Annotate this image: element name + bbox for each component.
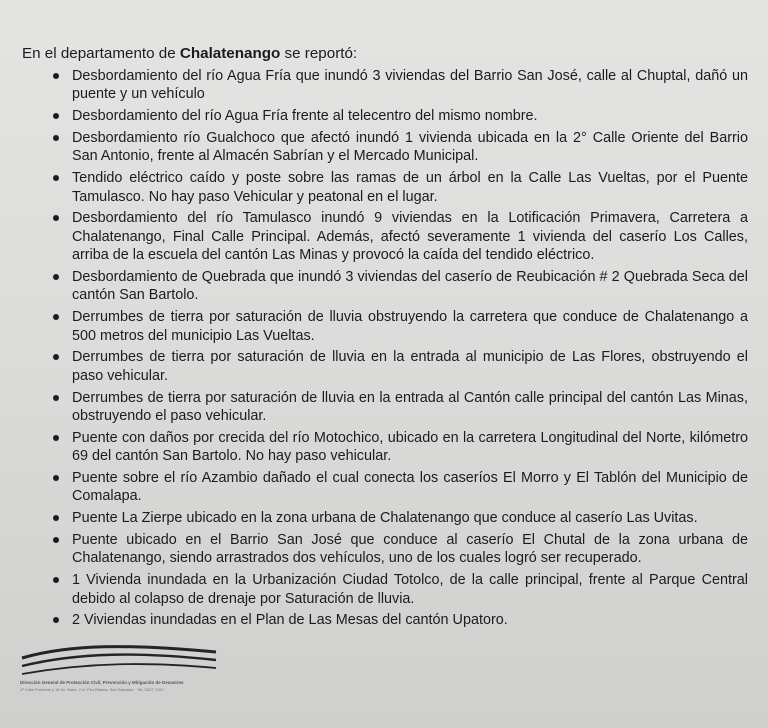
list-item-text: 2 Viviendas inundadas en el Plan de Las Mesas del cantón Upatoro. — [72, 612, 508, 629]
list-item — [72, 268, 748, 305]
list-item-text: Desbordamiento del río Agua Fría frente al telecentro del mismo nombre. — [72, 108, 538, 125]
bullet-icon — [53, 435, 59, 441]
list-item — [72, 611, 748, 629]
list-item-text: Puente sobre el río Azambio dañado el cual conecta los caseríos El Morro y El Tablón del Municipio de Comalapa. — [72, 470, 748, 505]
bullet-icon — [53, 475, 59, 481]
list-item-text: Puente La Zierpe ubicado en la zona urbana de Chalatenango que conduce al caserío Las Uvitas. — [72, 510, 698, 527]
intro-prefix: En el departamento de — [22, 45, 180, 62]
list-item-text: Derrumbes de tierra por saturación de lluvia en la entrada al Cantón calle principal del cantón Las Minas, obstruyendo el paso vehicular. — [72, 389, 748, 425]
list-item — [72, 129, 748, 166]
bullet-icon — [53, 73, 59, 79]
list-item — [72, 531, 748, 568]
wave-lines-logo-icon — [20, 640, 220, 680]
list-item — [72, 169, 748, 206]
list-item — [72, 469, 748, 506]
list-item — [72, 389, 748, 426]
organization-address: 1ª Calle Poniente y 15 Av. Norte, Col. Flor Blanca, San Salvador · Tel. 2527-7100 — [20, 687, 164, 692]
organization-name: Dirección General de Protección Civil, Prevención y Mitigación de Desastres — [20, 680, 184, 685]
intro-suffix: se reportó: — [280, 45, 358, 62]
intro-line — [22, 44, 748, 63]
list-item — [72, 209, 748, 264]
bullet-icon — [53, 135, 59, 141]
list-item-text: Desbordamiento del río Agua Fría que inundó 3 viviendas del Barrio San José, calle al Chuptal, dañó un puente y un vehículo — [72, 68, 748, 103]
bullet-icon — [53, 354, 59, 360]
list-item-text: Desbordamiento río Gualchoco que afectó inundó 1 vivienda ubicada en la 2° Calle Oriente del Barrio San Antonio, frente al Almacén Sabrían y el Mercado Municipal. — [72, 130, 748, 165]
bullet-icon — [53, 537, 59, 543]
list-item — [72, 571, 748, 608]
list-item-text: Derrumbes de tierra por saturación de lluvia en la entrada al municipio de Las Flores, obstruyendo el paso vehicular. — [72, 349, 748, 384]
list-item — [72, 67, 748, 104]
department-name: Chalatenango — [179, 45, 281, 62]
list-item — [72, 107, 748, 125]
bullet-icon — [53, 515, 59, 521]
list-item-text: 1 Vivienda inundada en la Urbanización Ciudad Totolco, de la calle principal, frente al Parque Central debido al colapso de drenaje por Saturación de lluvia. — [72, 572, 748, 607]
list-item — [72, 308, 748, 345]
list-item — [72, 348, 748, 385]
bullet-icon — [53, 314, 59, 320]
list-item-text: Puente con daños por crecida del río Motochico, ubicado en la carretera Longitudinal del Norte, kilómetro 69 del cantón San Bartolo. No hay paso vehicular. — [72, 429, 748, 465]
list-item — [72, 509, 748, 527]
page-footer — [20, 640, 240, 720]
list-item-text: Derrumbes de tierra por saturación de lluvia obstruyendo la carretera que conduce de Chalatenango a 500 metros del municipio Las Vueltas. — [72, 309, 748, 344]
bullet-icon — [53, 215, 59, 221]
bullet-icon — [53, 274, 59, 280]
list-item-text: Puente ubicado en el Barrio San José que conduce al caserío El Chutal de la zona urbana de Chalatenango, siendo arrastrados dos vehículos, uno de los cuales logró ser recuperado. — [72, 532, 748, 567]
bullet-icon — [53, 175, 59, 181]
bullet-icon — [53, 617, 59, 623]
list-item-text: Desbordamiento de Quebrada que inundó 3 viviendas del caserío de Reubicación # 2 Quebrada Seca del cantón San Bartolo. — [72, 269, 748, 304]
list-item-text: Tendido eléctrico caído y poste sobre las ramas de un árbol en la Calle Las Vueltas, por el Puente Tamulasco. No hay paso Vehicular y peatonal en el lugar. — [72, 170, 748, 205]
bullet-icon — [53, 113, 59, 119]
bullet-icon — [53, 395, 59, 401]
list-item-text: Desbordamiento del río Tamulasco inundó 9 viviendas en la Lotificación Primavera, Carretera a Chalatenango, Final Calle Principal. Además, afectó severamente 1 vivienda del caserío Los Calles, arriba de la escuela del cantón Las Minas y provocó la caída del tendido eléctrico. — [72, 210, 748, 264]
list-item — [72, 429, 748, 466]
bullet-icon — [53, 577, 59, 583]
incident-list — [22, 67, 748, 630]
